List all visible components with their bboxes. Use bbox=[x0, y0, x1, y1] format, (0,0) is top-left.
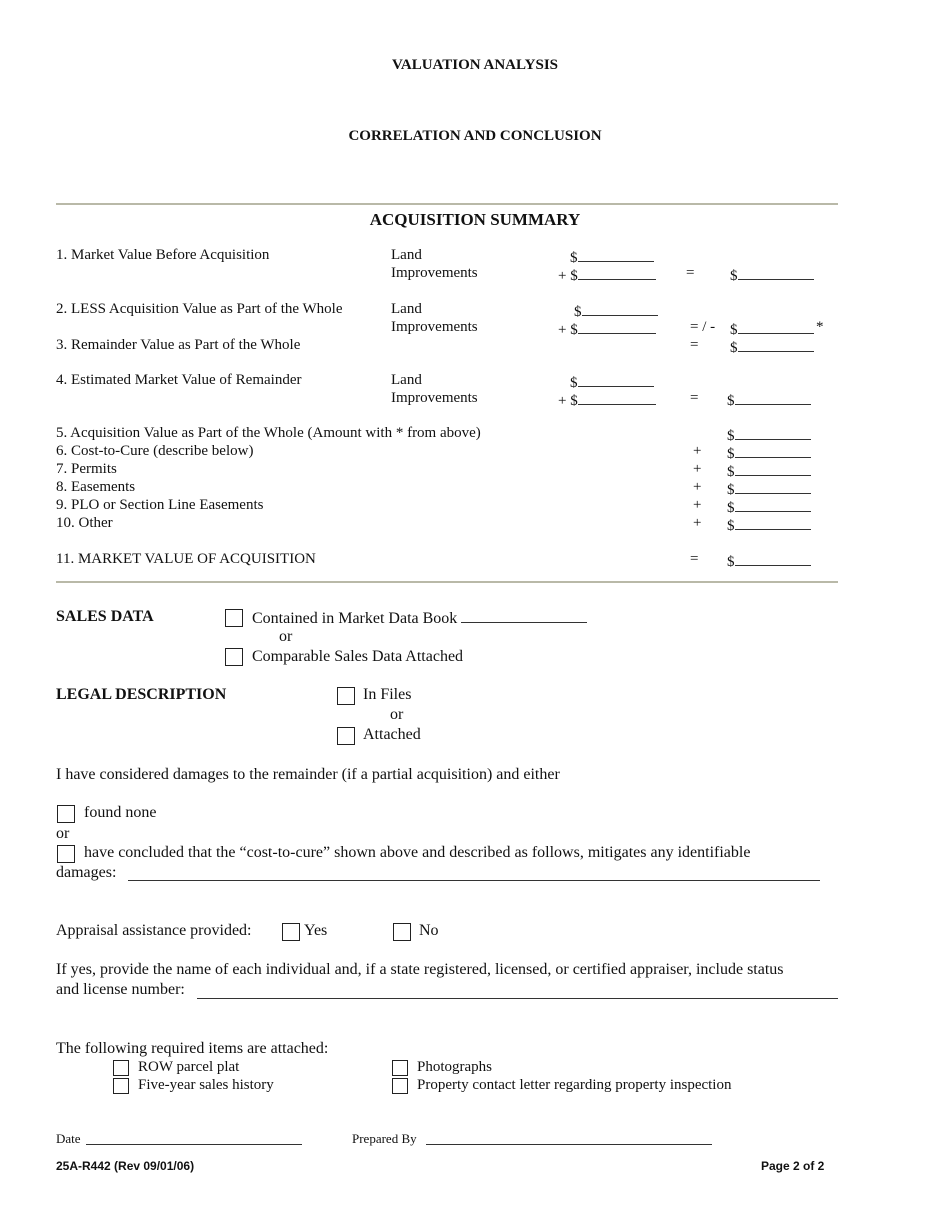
top-divider bbox=[56, 203, 838, 205]
row6-total-field[interactable]: $ bbox=[727, 443, 811, 463]
row2-land-label: Land bbox=[391, 301, 422, 317]
sales-data-or: or bbox=[279, 628, 293, 645]
legal-or: or bbox=[390, 706, 404, 723]
assistance-instruction-line2: and license number: bbox=[56, 981, 185, 998]
row1-label: 1. Market Value Before Acquisition bbox=[56, 247, 270, 263]
assistance-instruction-line1: If yes, provide the name of each individual and, if a state registered, licensed, or certified appraiser, include status bbox=[56, 961, 784, 978]
row1-equals: = bbox=[686, 265, 695, 281]
row8-plus: + bbox=[693, 479, 702, 495]
row2-total-field[interactable]: $ bbox=[730, 319, 814, 339]
row4-land-label: Land bbox=[391, 372, 422, 388]
bottom-divider bbox=[56, 581, 838, 583]
damages-concluded-label: have concluded that the “cost-to-cure” shown above and described as follows, mitigates any identifiable bbox=[84, 844, 751, 861]
row6-label: 6. Cost-to-Cure (describe below) bbox=[56, 443, 254, 459]
row8-label: 8. Easements bbox=[56, 479, 136, 495]
attach-contact-letter-label: Property contact letter regarding property inspection bbox=[417, 1077, 732, 1093]
row5-label: 5. Acquisition Value as Part of the Whole (Amount with * from above) bbox=[56, 425, 481, 441]
row1-total-field[interactable]: $ bbox=[730, 265, 814, 285]
row7-label: 7. Permits bbox=[56, 461, 117, 477]
legal-option1: In Files bbox=[363, 686, 412, 703]
row4-total-field[interactable]: $ bbox=[727, 390, 811, 410]
assistance-no-label: No bbox=[419, 922, 439, 939]
legal-description-heading: LEGAL DESCRIPTION bbox=[56, 686, 227, 703]
attach-contact-letter-checkbox[interactable] bbox=[392, 1078, 408, 1094]
row11-label: 11. MARKET VALUE OF ACQUISITION bbox=[56, 551, 316, 567]
assistance-names-line[interactable] bbox=[197, 998, 838, 999]
row3-total-field[interactable]: $ bbox=[730, 337, 814, 357]
row4-equals: = bbox=[690, 390, 699, 406]
sales-data-option2: Comparable Sales Data Attached bbox=[252, 648, 464, 665]
assistance-yes-checkbox[interactable] bbox=[282, 923, 300, 941]
row4-improvements-field[interactable]: + $ bbox=[558, 390, 656, 410]
row2-equals-minus: = / - bbox=[690, 319, 716, 335]
row9-total-field[interactable]: $ bbox=[727, 497, 811, 517]
attach-row-plat-checkbox[interactable] bbox=[113, 1060, 129, 1076]
row1-improvements-field[interactable]: + $ bbox=[558, 265, 656, 285]
sales-data-option1: Contained in Market Data Book bbox=[252, 608, 587, 628]
damages-or: or bbox=[56, 825, 70, 842]
summary-title: ACQUISITION SUMMARY bbox=[369, 210, 581, 229]
row10-plus: + bbox=[693, 515, 702, 531]
form-number: 25A-R442 (Rev 09/01/06) bbox=[56, 1159, 195, 1173]
row2-asterisk: * bbox=[816, 319, 824, 335]
row7-total-field[interactable]: $ bbox=[727, 461, 811, 481]
sales-data-market-book-checkbox[interactable] bbox=[225, 609, 243, 627]
attach-sales-history-checkbox[interactable] bbox=[113, 1078, 129, 1094]
damages-concluded-checkbox[interactable] bbox=[57, 845, 75, 863]
row9-plus: + bbox=[693, 497, 702, 513]
attach-row-plat-label: ROW parcel plat bbox=[138, 1059, 240, 1075]
row9-label: 9. PLO or Section Line Easements bbox=[56, 497, 264, 513]
assistance-label: Appraisal assistance provided: bbox=[56, 922, 252, 939]
sales-data-comparable-checkbox[interactable] bbox=[225, 648, 243, 666]
date-label: Date bbox=[56, 1131, 81, 1146]
damages-label: damages: bbox=[56, 864, 117, 881]
assistance-yes-label: Yes bbox=[304, 922, 328, 939]
row5-total-field[interactable]: $ bbox=[727, 425, 811, 445]
row3-equals: = bbox=[690, 337, 699, 353]
row1-improvements-label: Improvements bbox=[391, 265, 478, 281]
row7-plus: + bbox=[693, 461, 702, 477]
legal-in-files-checkbox[interactable] bbox=[337, 687, 355, 705]
legal-option2: Attached bbox=[363, 726, 421, 743]
legal-attached-checkbox[interactable] bbox=[337, 727, 355, 745]
row6-plus: + bbox=[693, 443, 702, 459]
sales-data-heading: SALES DATA bbox=[56, 608, 154, 625]
row4-label: 4. Estimated Market Value of Remainder bbox=[56, 372, 302, 388]
row3-label: 3. Remainder Value as Part of the Whole bbox=[56, 337, 301, 353]
document-subtitle: CORRELATION AND CONCLUSION bbox=[348, 128, 602, 144]
damages-found-none-checkbox[interactable] bbox=[57, 805, 75, 823]
row10-total-field[interactable]: $ bbox=[727, 515, 811, 535]
row2-improvements-field[interactable]: + $ bbox=[558, 319, 656, 339]
attach-photographs-label: Photographs bbox=[417, 1059, 492, 1075]
row8-total-field[interactable]: $ bbox=[727, 479, 811, 499]
date-line[interactable] bbox=[86, 1144, 302, 1145]
assistance-no-checkbox[interactable] bbox=[393, 923, 411, 941]
row10-label: 10. Other bbox=[56, 515, 113, 531]
row1-land-field[interactable]: $ bbox=[570, 247, 654, 267]
damages-found-none-label: found none bbox=[84, 804, 157, 821]
row11-total-field[interactable]: $ bbox=[727, 551, 811, 571]
row2-land-field[interactable]: $ bbox=[574, 301, 658, 321]
row1-land-label: Land bbox=[391, 247, 422, 263]
prepared-by-label: Prepared By bbox=[352, 1131, 417, 1146]
row4-land-field[interactable]: $ bbox=[570, 372, 654, 392]
row2-improvements-label: Improvements bbox=[391, 319, 478, 335]
row11-equals: = bbox=[690, 551, 699, 567]
document-title: VALUATION ANALYSIS bbox=[391, 57, 559, 73]
attach-photographs-checkbox[interactable] bbox=[392, 1060, 408, 1076]
prepared-by-line[interactable] bbox=[426, 1144, 712, 1145]
attachments-intro: The following required items are attached: bbox=[56, 1040, 329, 1057]
damages-intro: I have considered damages to the remainder (if a partial acquisition) and either bbox=[56, 766, 560, 783]
attach-sales-history-label: Five-year sales history bbox=[138, 1077, 274, 1093]
row2-label: 2. LESS Acquisition Value as Part of the Whole bbox=[56, 301, 343, 317]
row4-improvements-label: Improvements bbox=[391, 390, 478, 406]
damages-description-line[interactable] bbox=[128, 880, 820, 881]
page-number: Page 2 of 2 bbox=[761, 1159, 825, 1173]
